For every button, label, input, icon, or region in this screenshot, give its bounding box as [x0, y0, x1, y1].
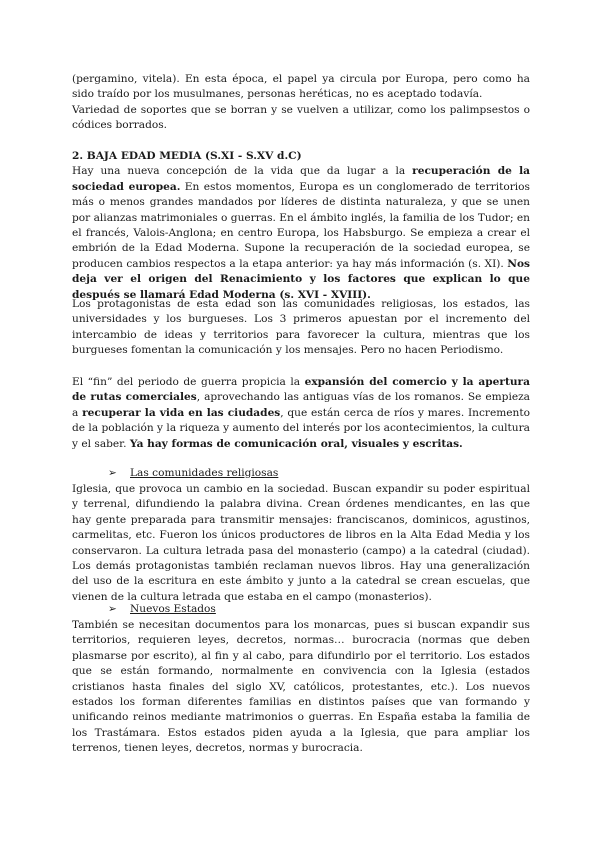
bullet-estados [108, 602, 216, 617]
p3-bold-f: Ya hay formas de comunicación oral, visuales y escritas. [129, 437, 463, 450]
p3-text-c: , aprovechando las antiguas vías de los romanos. Se empieza a [72, 391, 530, 419]
arrow-bullet-icon: ➢ [108, 603, 117, 615]
section-heading: 2. BAJA EDAD MEDIA (S.XI - S.XV d.C) [72, 150, 302, 162]
protagonists-block [72, 297, 530, 359]
bullet-title: Nuevos Estados [130, 603, 216, 615]
bullet-title: Las comunidades religiosas [130, 467, 279, 479]
intro-block [72, 72, 530, 134]
p1-text-a: Hay una nueva concepción de la vida que da lugar a la [72, 165, 413, 178]
p3-text-a: El “fin” del periodo de guerra propicia la [72, 376, 305, 388]
p3-bold-d: recuperar la vida en las ciudades [82, 406, 281, 419]
p1-bold-b: recuperación de la sociedad europea. [72, 165, 530, 193]
section-paragraph-1 [72, 164, 530, 303]
comunidades-block [72, 482, 530, 605]
p1-text-c: En estos momentos, Europa es un conglomerado de territorios más o menos grandes mandados por líderes de distinta naturaleza, y que se unen por alianzas matrimoniales o guerras. En el ámbito inglés, la familia de los Tudor; en el francés, Valois-Anglona; en centro Europa, los Habsburgo. Se empieza a crear el embrión de la Edad Moderna. Supone la recuperación de la sociedad europea, se producen cambios respectos a la etapa anterior: ya hay más información (s. XI). [72, 180, 530, 270]
p3-bold-b: expansión del comercio y la apertura de rutas comerciales [72, 376, 530, 404]
intro-paragraph-2: Variedad de soportes que se borran y se vuelven a utilizar, como los palimpsestos o códices borrados. [72, 103, 530, 132]
commerce-block [72, 375, 530, 452]
section-baja-edad-media [72, 149, 530, 303]
intro-paragraph-1: (pergamino, vitela). En esta época, el papel ya circula por Europa, pero como ha sido traído por los musulmanes, personas heréticas, no es aceptado todavía. [72, 73, 530, 101]
bullet-comunidades [108, 466, 278, 481]
comunidades-paragraph: Iglesia, que provoca un cambio en la sociedad. Buscan expandir su poder espiritual y terrenal, difundiendo la palabra divina. Crean órdenes mendicantes, en las que hay gente preparada para transmitir mensajes: franciscanos, dominicos, agustinos, carmelitas, etc. Fueron los únicos productores de libros en la Alta Edad Media y los conservaron. La cultura letrada pasa del monasterio (campo) a la catedral (ciudad). Los demás protagonistas también reclaman nuevos libros. Hay una generalización del uso de la escritura en este ámbito y junto a la catedral se crean escuelas, que vienen de la cultura letrada que estaba en el campo (monasterios). [72, 483, 530, 603]
p1-bold-d: Nos deja ver el origen del Renacimiento y los factores que explican lo que después se llamará Edad Moderna (s. XVI - XVIII). [72, 257, 530, 301]
section-paragraph-3 [72, 375, 530, 452]
estados-block [72, 618, 530, 757]
section-paragraph-2: Los protagonistas de esta edad son las comunidades religiosas, los estados, las universidades y los burgueses. Los 3 primeros apuestan por el incremento del intercambio de ideas y territorios para favorecer la cultura, mientras que los burgueses fomentan la comunicación y los mensajes. Pero no hacen Periodismo. [72, 298, 530, 357]
p3-text-e: , que están cerca de ríos y mares. Incremento de la población y la riqueza y aumento del interés por los acontecimientos, la cultura y el saber. [72, 406, 530, 450]
arrow-bullet-icon: ➢ [108, 467, 117, 479]
estados-paragraph: También se necesitan documentos para los monarcas, pues si buscan expandir sus territorios, requieren leyes, decretos, normas… burocracia (normas que deben plasmarse por escrito), al fin y al cabo, para difundirlo por el territorio. Los estados que se están formando, normalmente en convivencia con la Iglesia (estados cristianos hasta finales del siglo XV, católicos, protestantes, etc.). Los nuevos estados los forman diferentes familias en distintos países que van formando y unificando reinos mediante matrimonios o guerras. En España estaba la familia de los Trastámara. Estos estados piden ayuda a la Iglesia, que para ampliar los terrenos, tienen leyes, decretos, normas y burocracia. [72, 619, 530, 755]
